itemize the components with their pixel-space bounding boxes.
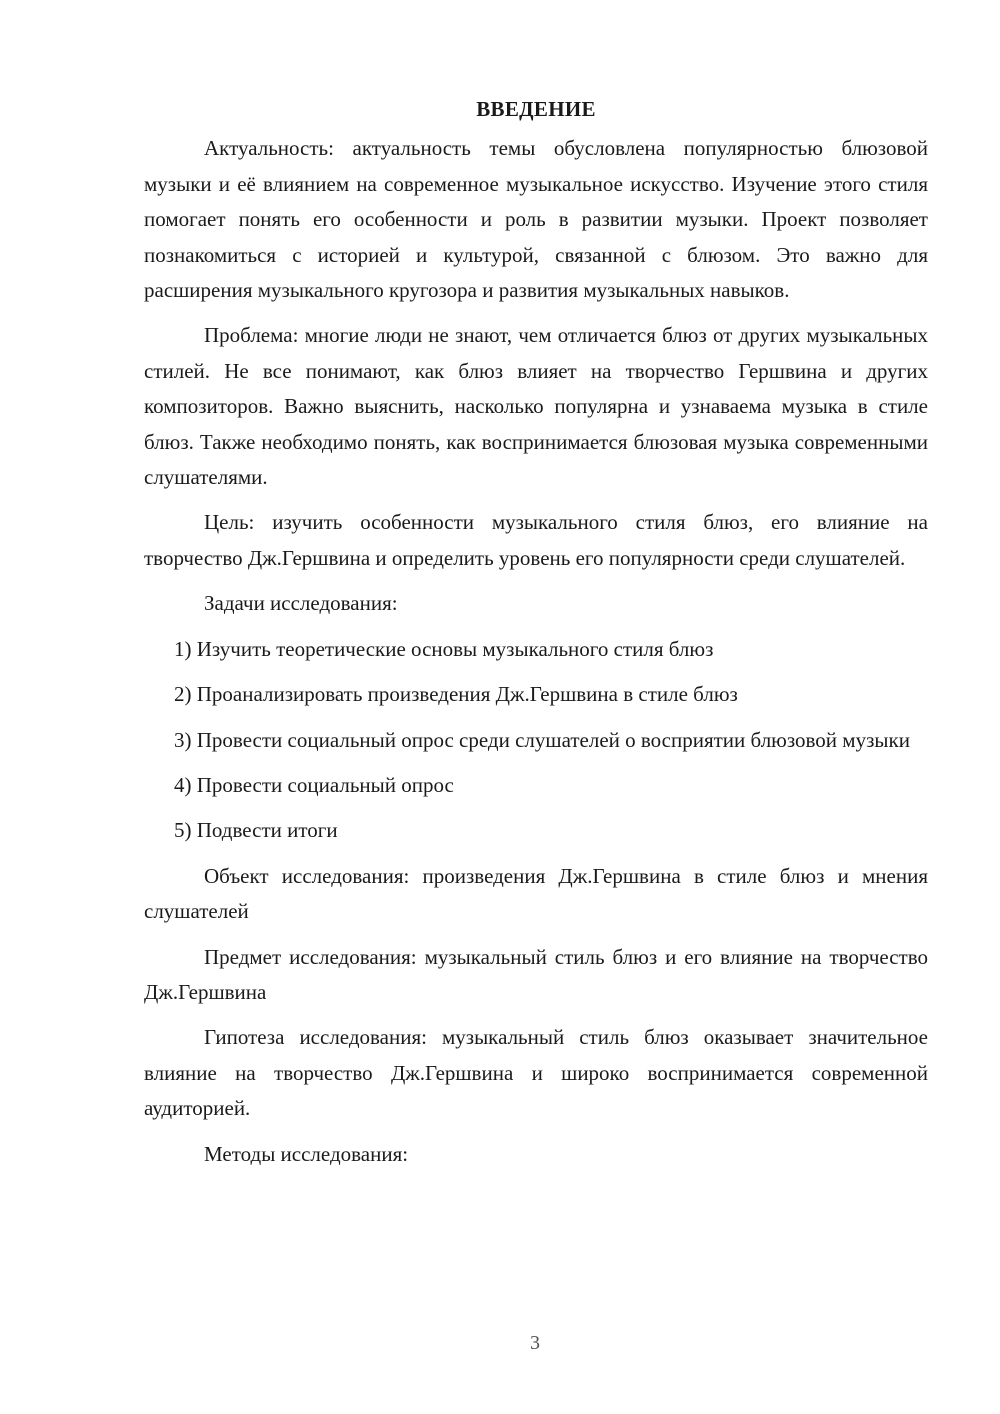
page-title: ВВЕДЕНИЕ — [476, 97, 596, 121]
paragraph-object: Объект исследования: произведения Дж.Гершвина в стиле блюз и мнения слушателей — [144, 863, 928, 924]
paragraph-relevance: Актуальность: актуальность темы обусловлена популярностью блюзовой музыки и её влиянием на современное музыкальное искусство. Изучение этого стиля помогает понять его особенности и роль в развитии музыки. Проект позволяет познакомиться с историей и культурой, связанной с блюзом. Это важно для расширения музыкального кругозора и развития музыкальных навыков. — [144, 136, 928, 303]
paragraph-hypothesis: Гипотеза исследования: музыкальный стиль блюз оказывает значительное влияние на творчество Дж.Гершвина и широко воспринимается современной аудиторией. — [144, 1025, 928, 1121]
paragraph-goal: Цель: изучить особенности музыкального стиля блюз, его влияние на творчество Дж.Гершвина и определить уровень его популярности среди слушателей. — [144, 510, 928, 570]
document-page — [144, 92, 928, 1182]
task-item-2: 2) Проанализировать произведения Дж.Гершвина в стиле блюз — [174, 682, 738, 707]
page-number: 3 — [530, 1332, 540, 1354]
paragraph-tasks-heading: Задачи исследования: — [204, 591, 398, 616]
task-item-5: 5) Подвести итоги — [174, 818, 338, 843]
task-item-4: 4) Провести социальный опрос — [174, 772, 454, 797]
paragraph-methods: Методы исследования: — [204, 1141, 409, 1166]
task-item-1: 1) Изучить теоретические основы музыкального стиля блюз — [174, 636, 714, 661]
paragraph-subject: Предмет исследования: музыкальный стиль блюз и его влияние на творчество Дж.Гершвина — [144, 944, 928, 1004]
task-item-3: 3) Провести социальный опрос среди слушателей о восприятии блюзовой музыки — [174, 727, 910, 752]
paragraph-problem: Проблема: многие люди не знают, чем отличается блюз от других музыкальных стилей. Не все понимают, как блюз влияет на творчество Гершвина и других композиторов. Важно выяснить, насколько популярна и узнаваема музыка в стиле блюз. Также необходимо понять, как воспринимается блюзовая музыка современными слушателями. — [144, 323, 928, 490]
